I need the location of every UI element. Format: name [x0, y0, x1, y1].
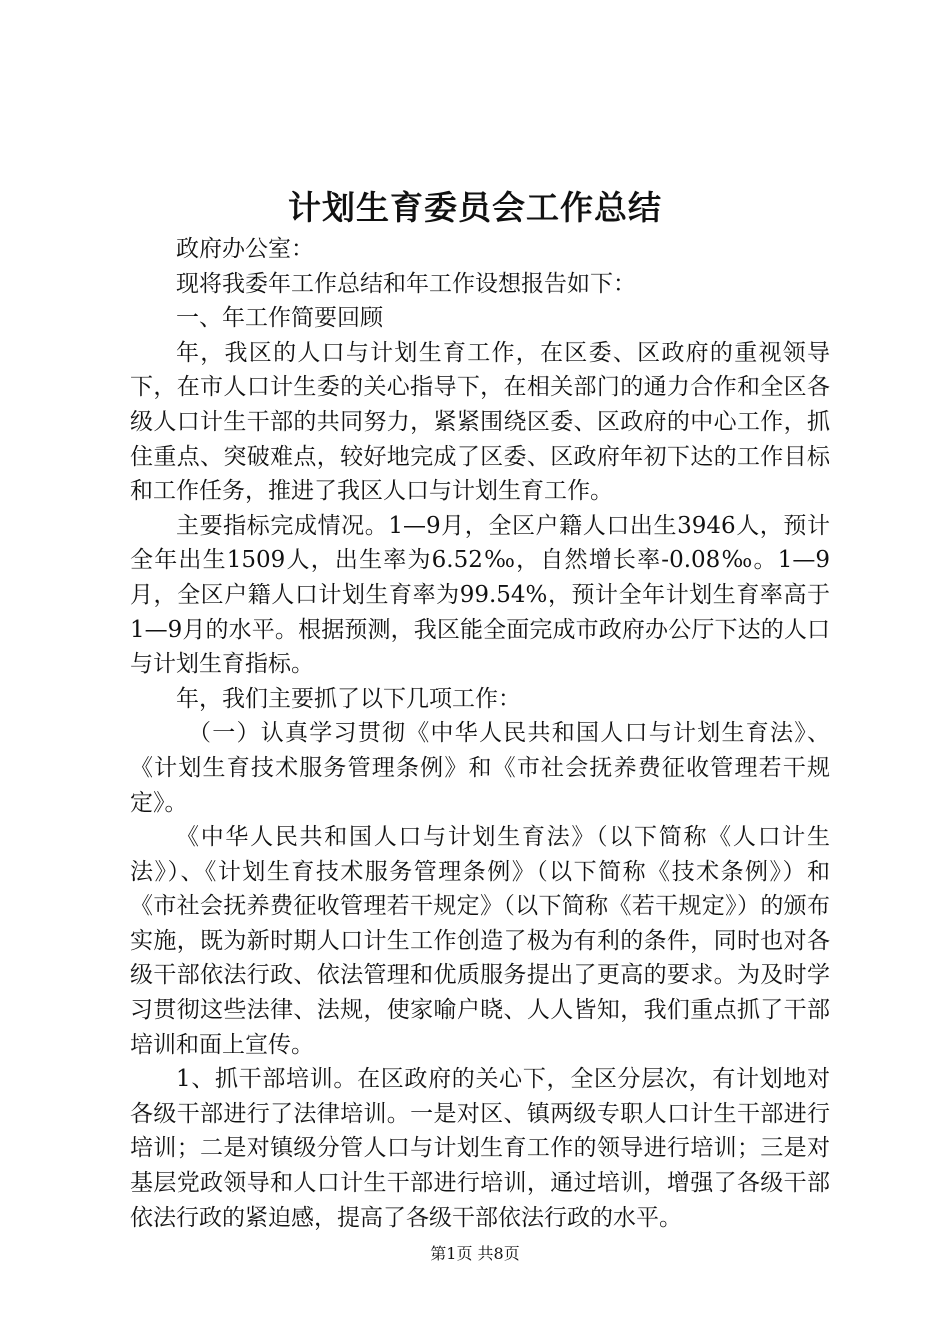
- subsection-heading-law-study: （一）认真学习贯彻《中华人民共和国人口与计划生育法》、《计划生育技术服务管理条例》和《市社会抚养费征收管理若干规定》。: [130, 720, 830, 816]
- document-title: 计划生育委员会工作总结: [288, 188, 662, 227]
- paragraph-cadre-training: 1、抓干部培训。在区政府的关心下，全区分层次，有计划地对各级干部进行了法律培训。一是对区、镇两级专职人口计生干部进行培训；二是对镇级分管人口与计划生育工作的领导进行培训；三是对基层党政领导和人口计生干部进行培训，通过培训，增强了各级干部依法行政的紧迫感，提高了各级干部依法行政的水平。: [130, 1066, 830, 1231]
- paragraph-intro: 现将我委年工作总结和年工作设想报告如下：: [176, 270, 636, 297]
- paragraph-indicators: 主要指标完成情况。1—9月，全区户籍人口出生3946人，预计全年出生1509人，出生率为6.52‰，自然增长率-0.08‰。1—9月，全区户籍人口计划生育率为99.54%，预计全年计划生育率高于1—9月的水平。根据预测，我区能全面完成市政府办公厅下达的人口与计划生育指标。: [130, 512, 830, 678]
- document-body: [130, 232, 830, 1235]
- paragraph-main-work: 年，我们主要抓了以下几项工作：: [176, 685, 521, 712]
- section-heading-review: 一、年工作简要回顾: [176, 305, 383, 332]
- page-footer: 第1页 共8页: [430, 1244, 520, 1263]
- paragraph-overview: 年，我区的人口与计划生育工作，在区委、区政府的重视领导下，在市人口计生委的关心指导下，在相关部门的通力合作和全区各级人口计生干部的共同努力，紧紧围绕区委、区政府的中心工作，抓住重点、突破难点，较好地完成了区委、区政府年初下达的工作目标和工作任务，推进了我区人口与计划生育工作。: [130, 339, 830, 505]
- paragraph-salutation: 政府办公室：: [176, 236, 314, 262]
- paragraph-law-implementation: 《中华人民共和国人口与计划生育法》（以下简称《人口计生法》）、《计划生育技术服务管理条例》（以下简称《技术条例》）和《市社会抚养费征收管理若干规定》（以下简称《若干规定》）的颁布实施，既为新时期人口计生工作创造了极为有利的条件，同时也对各级干部依法行政、依法管理和优质服务提出了更高的要求。为及时学习贯彻这些法律、法规，使家喻户晓、人人皆知，我们重点抓了干部培训和面上宣传。: [130, 824, 830, 1058]
